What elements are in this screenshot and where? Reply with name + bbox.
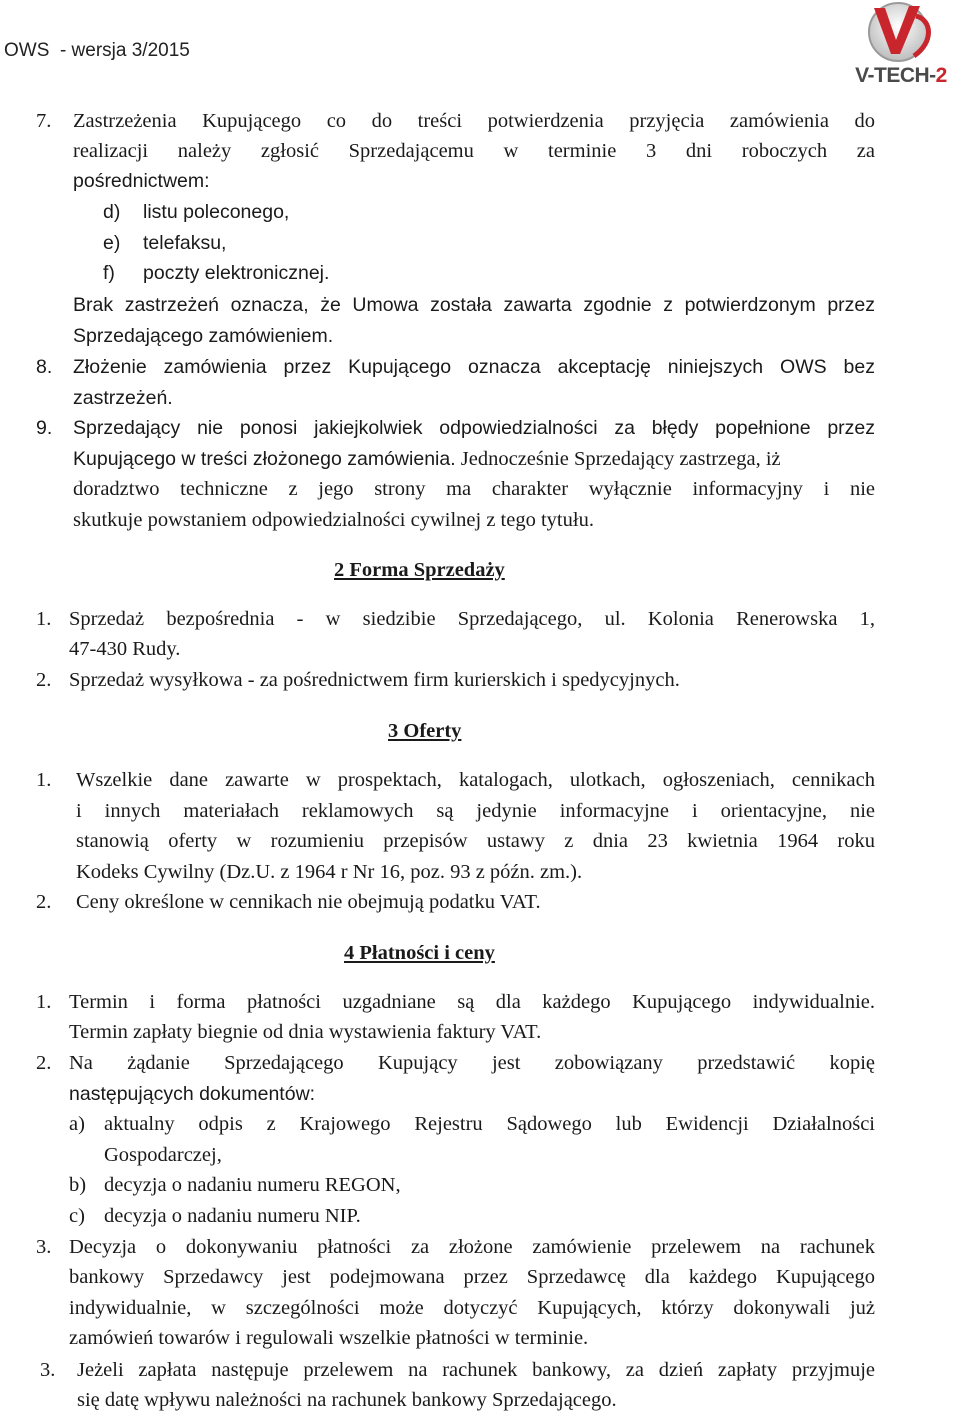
paragraph-line: Termin zapłaty biegnie od dnia wystawienia faktury VAT.	[69, 1021, 542, 1043]
paragraph-line: Sprzedaż bezpośrednia - w siedzibie Sprzedającego, ul. Kolonia Renerowska 1,	[69, 608, 875, 630]
list-marker: a)	[69, 1113, 85, 1135]
list-number: 3.	[40, 1359, 56, 1381]
paragraph-line: realizacji należy zgłosić Sprzedającemu w terminie 3 dni roboczych za	[73, 140, 875, 162]
paragraph-line: Jeżeli zapłata następuje przelewem na rachunek bankowy, za dzień zapłaty przyjmuje	[77, 1359, 875, 1381]
list-number: 1.	[36, 769, 52, 791]
list-number: 1.	[36, 608, 52, 630]
paragraph-line: Sprzedającego zamówieniem.	[73, 325, 334, 347]
list-number: 9.	[36, 417, 53, 439]
company-logo	[836, 2, 960, 94]
paragraph-line: Sprzedający nie ponosi jakiejkolwiek odpowiedzialności za błędy popełnione przez	[73, 417, 875, 439]
paragraph-line: Termin i forma płatności uzgadniane są dla każdego Kupującego indywidualnie.	[69, 991, 875, 1013]
list-item: decyzja o nadaniu numeru REGON,	[104, 1174, 401, 1196]
paragraph-line: Kupującego w treści złożonego zamówienia. Jednocześnie Sprzedający zastrzega, iż	[73, 448, 781, 470]
paragraph-line: Kodeks Cywilny (Dz.U. z 1964 r Nr 16, poz. 93 z późn. zm.).	[76, 861, 583, 883]
paragraph-line: stanowią oferty w rozumieniu przepisów ustawy z dnia 23 kwietnia 1964 roku	[76, 830, 875, 852]
list-number: 2.	[36, 891, 52, 913]
paragraph-line: Złożenie zamówienia przez Kupującego oznacza akceptację niniejszych OWS bez	[73, 356, 875, 378]
list-item: decyzja o nadaniu numeru NIP.	[104, 1205, 361, 1227]
list-marker: b)	[69, 1174, 87, 1196]
list-marker: c)	[69, 1205, 85, 1227]
paragraph-line: Ceny określone w cennikach nie obejmują podatku VAT.	[76, 891, 541, 913]
section-heading: 3 Oferty	[388, 720, 462, 742]
list-item: Gospodarczej,	[104, 1144, 222, 1166]
list-marker: d)	[103, 201, 121, 223]
list-item: poczty elektronicznej.	[143, 262, 330, 284]
list-marker: f)	[103, 262, 115, 284]
list-item: aktualny odpis z Krajowego Rejestru Sądowego lub Ewidencji Działalności	[104, 1113, 875, 1135]
paragraph-line: Decyzja o dokonywaniu płatności za złożone zamówienie przelewem na rachunek	[69, 1236, 875, 1258]
paragraph-line: Wszelkie dane zawarte w prospektach, katalogach, ulotkach, ogłoszeniach, cennikach	[76, 769, 875, 791]
section-heading: 4 Płatności i ceny	[344, 942, 495, 964]
paragraph-line: następujących dokumentów:	[69, 1083, 316, 1105]
list-number: 2.	[36, 669, 52, 691]
list-marker: e)	[103, 232, 121, 254]
paragraph-line: skutkuje powstaniem odpowiedzialności cywilnej z tego tytułu.	[73, 509, 594, 531]
paragraph-line: zastrzeżeń.	[73, 387, 173, 409]
paragraph-line: bankowy Sprzedawcy jest podejmowana przez Sprzedawcę dla każdego Kupującego	[69, 1266, 875, 1288]
paragraph-line: Na żądanie Sprzedającego Kupujący jest zobowiązany przedstawić kopię	[69, 1052, 875, 1074]
list-number: 7.	[36, 110, 52, 132]
paragraph-line: 47-430 Rudy.	[69, 638, 181, 660]
paragraph-line: Brak zastrzeżeń oznacza, że Umowa została zawarta zgodnie z potwierdzonym przez	[73, 294, 875, 316]
paragraph-line: Sprzedaż wysyłkowa - za pośrednictwem firm kurierskich i spedycyjnych.	[69, 669, 680, 691]
paragraph-line: i innych materiałach reklamowych są jedynie informacyjne i orientacyjne, nie	[76, 800, 875, 822]
paragraph-line: doradztwo techniczne z jego strony ma charakter wyłącznie informacyjny i nie	[73, 478, 875, 500]
list-item: telefaksu,	[143, 232, 227, 254]
list-number: 2.	[36, 1052, 52, 1074]
paragraph-line: pośrednictwem:	[73, 170, 210, 192]
paragraph-line: Zastrzeżenia Kupującego co do treści potwierdzenia przyjęcia zamówienia do	[73, 110, 875, 132]
list-number: 1.	[36, 991, 52, 1013]
list-number: 3.	[36, 1236, 52, 1258]
paragraph-line: indywidualnie, w szczególności może dotyczyć Kupujących, którzy dokonywali już	[69, 1297, 875, 1319]
list-item: listu poleconego,	[143, 201, 290, 223]
section-heading: 2 Forma Sprzedaży	[334, 559, 505, 581]
document-header-title: OWS - wersja 3/2015	[4, 40, 190, 61]
paragraph-line: zamówień towarów i regulowali wszelkie płatności w terminie.	[69, 1327, 589, 1349]
paragraph-line: się datę wpływu należności na rachunek bankowy Sprzedającego.	[77, 1389, 617, 1411]
logo-wordmark: V-TECH-2	[855, 64, 947, 87]
list-number: 8.	[36, 356, 53, 378]
